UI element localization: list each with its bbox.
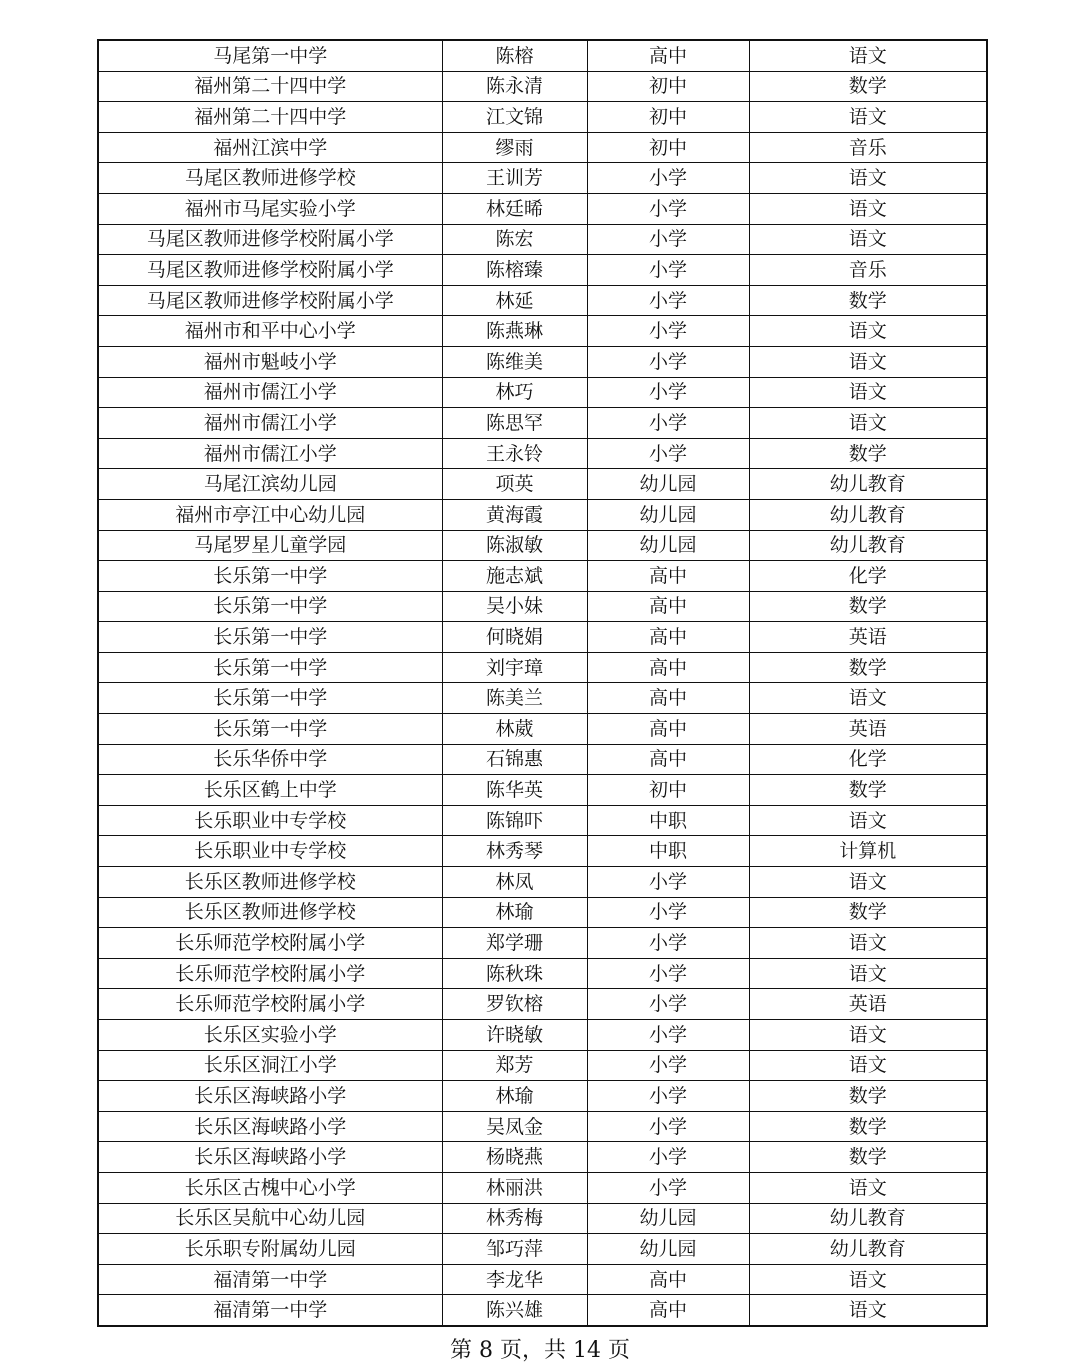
school-level-cell: 小学: [587, 928, 749, 959]
school-level-cell: 高中: [587, 591, 749, 622]
table-row: [98, 255, 987, 286]
table-row: [98, 561, 987, 592]
school-cell: 马尾区教师进修学校附属小学: [98, 224, 442, 255]
teacher-name-cell: 杨晓燕: [442, 1142, 587, 1173]
school-cell: 马尾江滨幼儿园: [98, 469, 442, 500]
teacher-name-cell: 陈永清: [442, 71, 587, 102]
school-cell: 长乐区鹤上中学: [98, 775, 442, 806]
subject-cell: 语文: [749, 408, 987, 439]
teacher-name-cell: 陈榕: [442, 40, 587, 71]
teacher-name-cell: 陈兴雄: [442, 1295, 587, 1326]
subject-cell: 语文: [749, 346, 987, 377]
teacher-name-cell: 缪雨: [442, 132, 587, 163]
school-level-cell: 高中: [587, 714, 749, 745]
school-level-cell: 小学: [587, 163, 749, 194]
school-level-cell: 幼儿园: [587, 469, 749, 500]
table-row: [98, 316, 987, 347]
subject-cell: 化学: [749, 561, 987, 592]
subject-cell: 数学: [749, 1081, 987, 1112]
teacher-name-cell: 王训芳: [442, 163, 587, 194]
table-row: [98, 224, 987, 255]
table-row: [98, 958, 987, 989]
school-cell: 福州江滨中学: [98, 132, 442, 163]
school-level-cell: 高中: [587, 622, 749, 653]
table-row: [98, 928, 987, 959]
school-level-cell: 小学: [587, 316, 749, 347]
school-level-cell: 小学: [587, 1050, 749, 1081]
school-cell: 长乐师范学校附属小学: [98, 958, 442, 989]
teacher-name-cell: 林延: [442, 285, 587, 316]
table-row: [98, 469, 987, 500]
subject-cell: 幼儿教育: [749, 530, 987, 561]
table-row: [98, 1203, 987, 1234]
school-level-cell: 小学: [587, 1142, 749, 1173]
subject-cell: 数学: [749, 1142, 987, 1173]
table-row: [98, 775, 987, 806]
table-row: [98, 346, 987, 377]
school-level-cell: 小学: [587, 408, 749, 439]
subject-cell: 语文: [749, 316, 987, 347]
school-level-cell: 初中: [587, 775, 749, 806]
subject-cell: 化学: [749, 744, 987, 775]
roster-table: [97, 39, 988, 1327]
school-level-cell: 高中: [587, 652, 749, 683]
school-cell: 马尾区教师进修学校附属小学: [98, 285, 442, 316]
school-cell: 长乐第一中学: [98, 591, 442, 622]
school-level-cell: 幼儿园: [587, 1234, 749, 1265]
table-row: [98, 744, 987, 775]
school-cell: 长乐职业中专学校: [98, 836, 442, 867]
school-level-cell: 小学: [587, 193, 749, 224]
teacher-name-cell: 林瑜: [442, 1081, 587, 1112]
subject-cell: 语文: [749, 1264, 987, 1295]
subject-cell: 语文: [749, 1295, 987, 1326]
teacher-name-cell: 林巧: [442, 377, 587, 408]
table-row: [98, 530, 987, 561]
subject-cell: 语文: [749, 1020, 987, 1051]
teacher-name-cell: 陈燕琳: [442, 316, 587, 347]
table-row: [98, 499, 987, 530]
roster-table-body: [98, 40, 987, 1326]
school-cell: 长乐华侨中学: [98, 744, 442, 775]
table-row: [98, 622, 987, 653]
school-cell: 福州市亭江中心幼儿园: [98, 499, 442, 530]
teacher-name-cell: 石锦惠: [442, 744, 587, 775]
school-cell: 福州第二十四中学: [98, 102, 442, 133]
school-cell: 长乐区教师进修学校: [98, 897, 442, 928]
school-cell: 福州市马尾实验小学: [98, 193, 442, 224]
subject-cell: 语文: [749, 40, 987, 71]
school-cell: 长乐职专附属幼儿园: [98, 1234, 442, 1265]
school-cell: 福州市儒江小学: [98, 438, 442, 469]
page-number-footer: 第 8 页，共 14 页: [450, 1338, 630, 1363]
school-cell: 福州市和平中心小学: [98, 316, 442, 347]
subject-cell: 数学: [749, 775, 987, 806]
teacher-name-cell: 陈宏: [442, 224, 587, 255]
subject-cell: 语文: [749, 867, 987, 898]
school-level-cell: 小学: [587, 867, 749, 898]
school-level-cell: 幼儿园: [587, 499, 749, 530]
school-cell: 长乐区海峡路小学: [98, 1081, 442, 1112]
table-row: [98, 71, 987, 102]
teacher-name-cell: 陈华英: [442, 775, 587, 806]
school-cell: 福州市儒江小学: [98, 377, 442, 408]
teacher-name-cell: 陈秋珠: [442, 958, 587, 989]
table-row: [98, 683, 987, 714]
subject-cell: 数学: [749, 1111, 987, 1142]
table-row: [98, 1050, 987, 1081]
subject-cell: 幼儿教育: [749, 499, 987, 530]
school-level-cell: 小学: [587, 897, 749, 928]
school-level-cell: 小学: [587, 1020, 749, 1051]
table-row: [98, 1295, 987, 1326]
school-cell: 长乐区海峡路小学: [98, 1111, 442, 1142]
table-row: [98, 897, 987, 928]
school-level-cell: 初中: [587, 132, 749, 163]
subject-cell: 语文: [749, 683, 987, 714]
school-level-cell: 高中: [587, 1264, 749, 1295]
teacher-name-cell: 林瑜: [442, 897, 587, 928]
school-level-cell: 小学: [587, 1111, 749, 1142]
table-row: [98, 163, 987, 194]
teacher-name-cell: 林秀琴: [442, 836, 587, 867]
school-cell: 长乐师范学校附属小学: [98, 928, 442, 959]
teacher-name-cell: 陈维美: [442, 346, 587, 377]
school-cell: 长乐区海峡路小学: [98, 1142, 442, 1173]
school-level-cell: 高中: [587, 744, 749, 775]
table-row: [98, 132, 987, 163]
school-cell: 长乐师范学校附属小学: [98, 989, 442, 1020]
school-cell: 福州市儒江小学: [98, 408, 442, 439]
table-row: [98, 836, 987, 867]
school-level-cell: 小学: [587, 377, 749, 408]
subject-cell: 数学: [749, 71, 987, 102]
teacher-name-cell: 罗钦榕: [442, 989, 587, 1020]
table-row: [98, 805, 987, 836]
table-row: [98, 285, 987, 316]
teacher-name-cell: 林廷晞: [442, 193, 587, 224]
table-row: [98, 438, 987, 469]
subject-cell: 数学: [749, 285, 987, 316]
table-row: [98, 989, 987, 1020]
teacher-name-cell: 许晓敏: [442, 1020, 587, 1051]
teacher-name-cell: 林凤: [442, 867, 587, 898]
table-row: [98, 591, 987, 622]
school-cell: 长乐区洞江小学: [98, 1050, 442, 1081]
school-cell: 长乐第一中学: [98, 652, 442, 683]
teacher-name-cell: 陈榕臻: [442, 255, 587, 286]
teacher-name-cell: 邹巧萍: [442, 1234, 587, 1265]
teacher-name-cell: 陈锦吓: [442, 805, 587, 836]
school-level-cell: 高中: [587, 683, 749, 714]
subject-cell: 幼儿教育: [749, 1234, 987, 1265]
table-row: [98, 377, 987, 408]
school-level-cell: 幼儿园: [587, 530, 749, 561]
teacher-name-cell: 刘宇璋: [442, 652, 587, 683]
table-row: [98, 408, 987, 439]
teacher-name-cell: 项英: [442, 469, 587, 500]
subject-cell: 语文: [749, 928, 987, 959]
school-cell: 长乐区吴航中心幼儿园: [98, 1203, 442, 1234]
teacher-name-cell: 黄海霞: [442, 499, 587, 530]
teacher-name-cell: 林葳: [442, 714, 587, 745]
table-row: [98, 867, 987, 898]
table-row: [98, 1142, 987, 1173]
school-cell: 长乐职业中专学校: [98, 805, 442, 836]
teacher-name-cell: 吴小妹: [442, 591, 587, 622]
table-row: [98, 652, 987, 683]
table-row: [98, 714, 987, 745]
table-row: [98, 1020, 987, 1051]
school-level-cell: 小学: [587, 989, 749, 1020]
school-level-cell: 小学: [587, 285, 749, 316]
teacher-name-cell: 林丽洪: [442, 1172, 587, 1203]
table-row: [98, 102, 987, 133]
table-row: [98, 1081, 987, 1112]
school-level-cell: 小学: [587, 224, 749, 255]
school-level-cell: 高中: [587, 561, 749, 592]
school-cell: 长乐第一中学: [98, 622, 442, 653]
school-cell: 马尾第一中学: [98, 40, 442, 71]
school-level-cell: 中职: [587, 836, 749, 867]
subject-cell: 英语: [749, 714, 987, 745]
school-level-cell: 高中: [587, 1295, 749, 1326]
teacher-name-cell: 何晓娟: [442, 622, 587, 653]
school-cell: 长乐第一中学: [98, 561, 442, 592]
teacher-name-cell: 陈淑敏: [442, 530, 587, 561]
subject-cell: 语文: [749, 1050, 987, 1081]
school-cell: 长乐区古槐中心小学: [98, 1172, 442, 1203]
subject-cell: 语文: [749, 193, 987, 224]
school-level-cell: 初中: [587, 71, 749, 102]
subject-cell: 数学: [749, 897, 987, 928]
school-level-cell: 小学: [587, 958, 749, 989]
teacher-name-cell: 王永铃: [442, 438, 587, 469]
teacher-name-cell: 郑芳: [442, 1050, 587, 1081]
school-level-cell: 高中: [587, 40, 749, 71]
subject-cell: 计算机: [749, 836, 987, 867]
school-cell: 福州市魁岐小学: [98, 346, 442, 377]
teacher-name-cell: 江文锦: [442, 102, 587, 133]
table-row: [98, 193, 987, 224]
subject-cell: 语文: [749, 377, 987, 408]
school-cell: 长乐区实验小学: [98, 1020, 442, 1051]
school-level-cell: 初中: [587, 102, 749, 133]
subject-cell: 语文: [749, 163, 987, 194]
subject-cell: 音乐: [749, 255, 987, 286]
teacher-name-cell: 陈美兰: [442, 683, 587, 714]
subject-cell: 数学: [749, 438, 987, 469]
subject-cell: 幼儿教育: [749, 469, 987, 500]
school-cell: 马尾罗星儿童学园: [98, 530, 442, 561]
school-level-cell: 小学: [587, 255, 749, 286]
subject-cell: 语文: [749, 805, 987, 836]
subject-cell: 音乐: [749, 132, 987, 163]
school-cell: 福清第一中学: [98, 1295, 442, 1326]
school-cell: 长乐区教师进修学校: [98, 867, 442, 898]
teacher-name-cell: 郑学珊: [442, 928, 587, 959]
teacher-name-cell: 陈思罕: [442, 408, 587, 439]
subject-cell: 幼儿教育: [749, 1203, 987, 1234]
school-cell: 福清第一中学: [98, 1264, 442, 1295]
table-row: [98, 1172, 987, 1203]
teacher-name-cell: 李龙华: [442, 1264, 587, 1295]
school-level-cell: 小学: [587, 438, 749, 469]
school-cell: 马尾区教师进修学校: [98, 163, 442, 194]
subject-cell: 语文: [749, 102, 987, 133]
table-row: [98, 40, 987, 71]
subject-cell: 数学: [749, 591, 987, 622]
table-row: [98, 1234, 987, 1265]
subject-cell: 语文: [749, 1172, 987, 1203]
school-level-cell: 中职: [587, 805, 749, 836]
school-cell: 福州第二十四中学: [98, 71, 442, 102]
table-row: [98, 1264, 987, 1295]
school-cell: 长乐第一中学: [98, 683, 442, 714]
teacher-name-cell: 林秀梅: [442, 1203, 587, 1234]
teacher-name-cell: 施志斌: [442, 561, 587, 592]
subject-cell: 英语: [749, 622, 987, 653]
subject-cell: 数学: [749, 652, 987, 683]
school-cell: 马尾区教师进修学校附属小学: [98, 255, 442, 286]
school-level-cell: 小学: [587, 1081, 749, 1112]
table-row: [98, 1111, 987, 1142]
school-cell: 长乐第一中学: [98, 714, 442, 745]
subject-cell: 英语: [749, 989, 987, 1020]
school-level-cell: 幼儿园: [587, 1203, 749, 1234]
school-level-cell: 小学: [587, 1172, 749, 1203]
teacher-name-cell: 吴凤金: [442, 1111, 587, 1142]
subject-cell: 语文: [749, 224, 987, 255]
school-level-cell: 小学: [587, 346, 749, 377]
subject-cell: 语文: [749, 958, 987, 989]
